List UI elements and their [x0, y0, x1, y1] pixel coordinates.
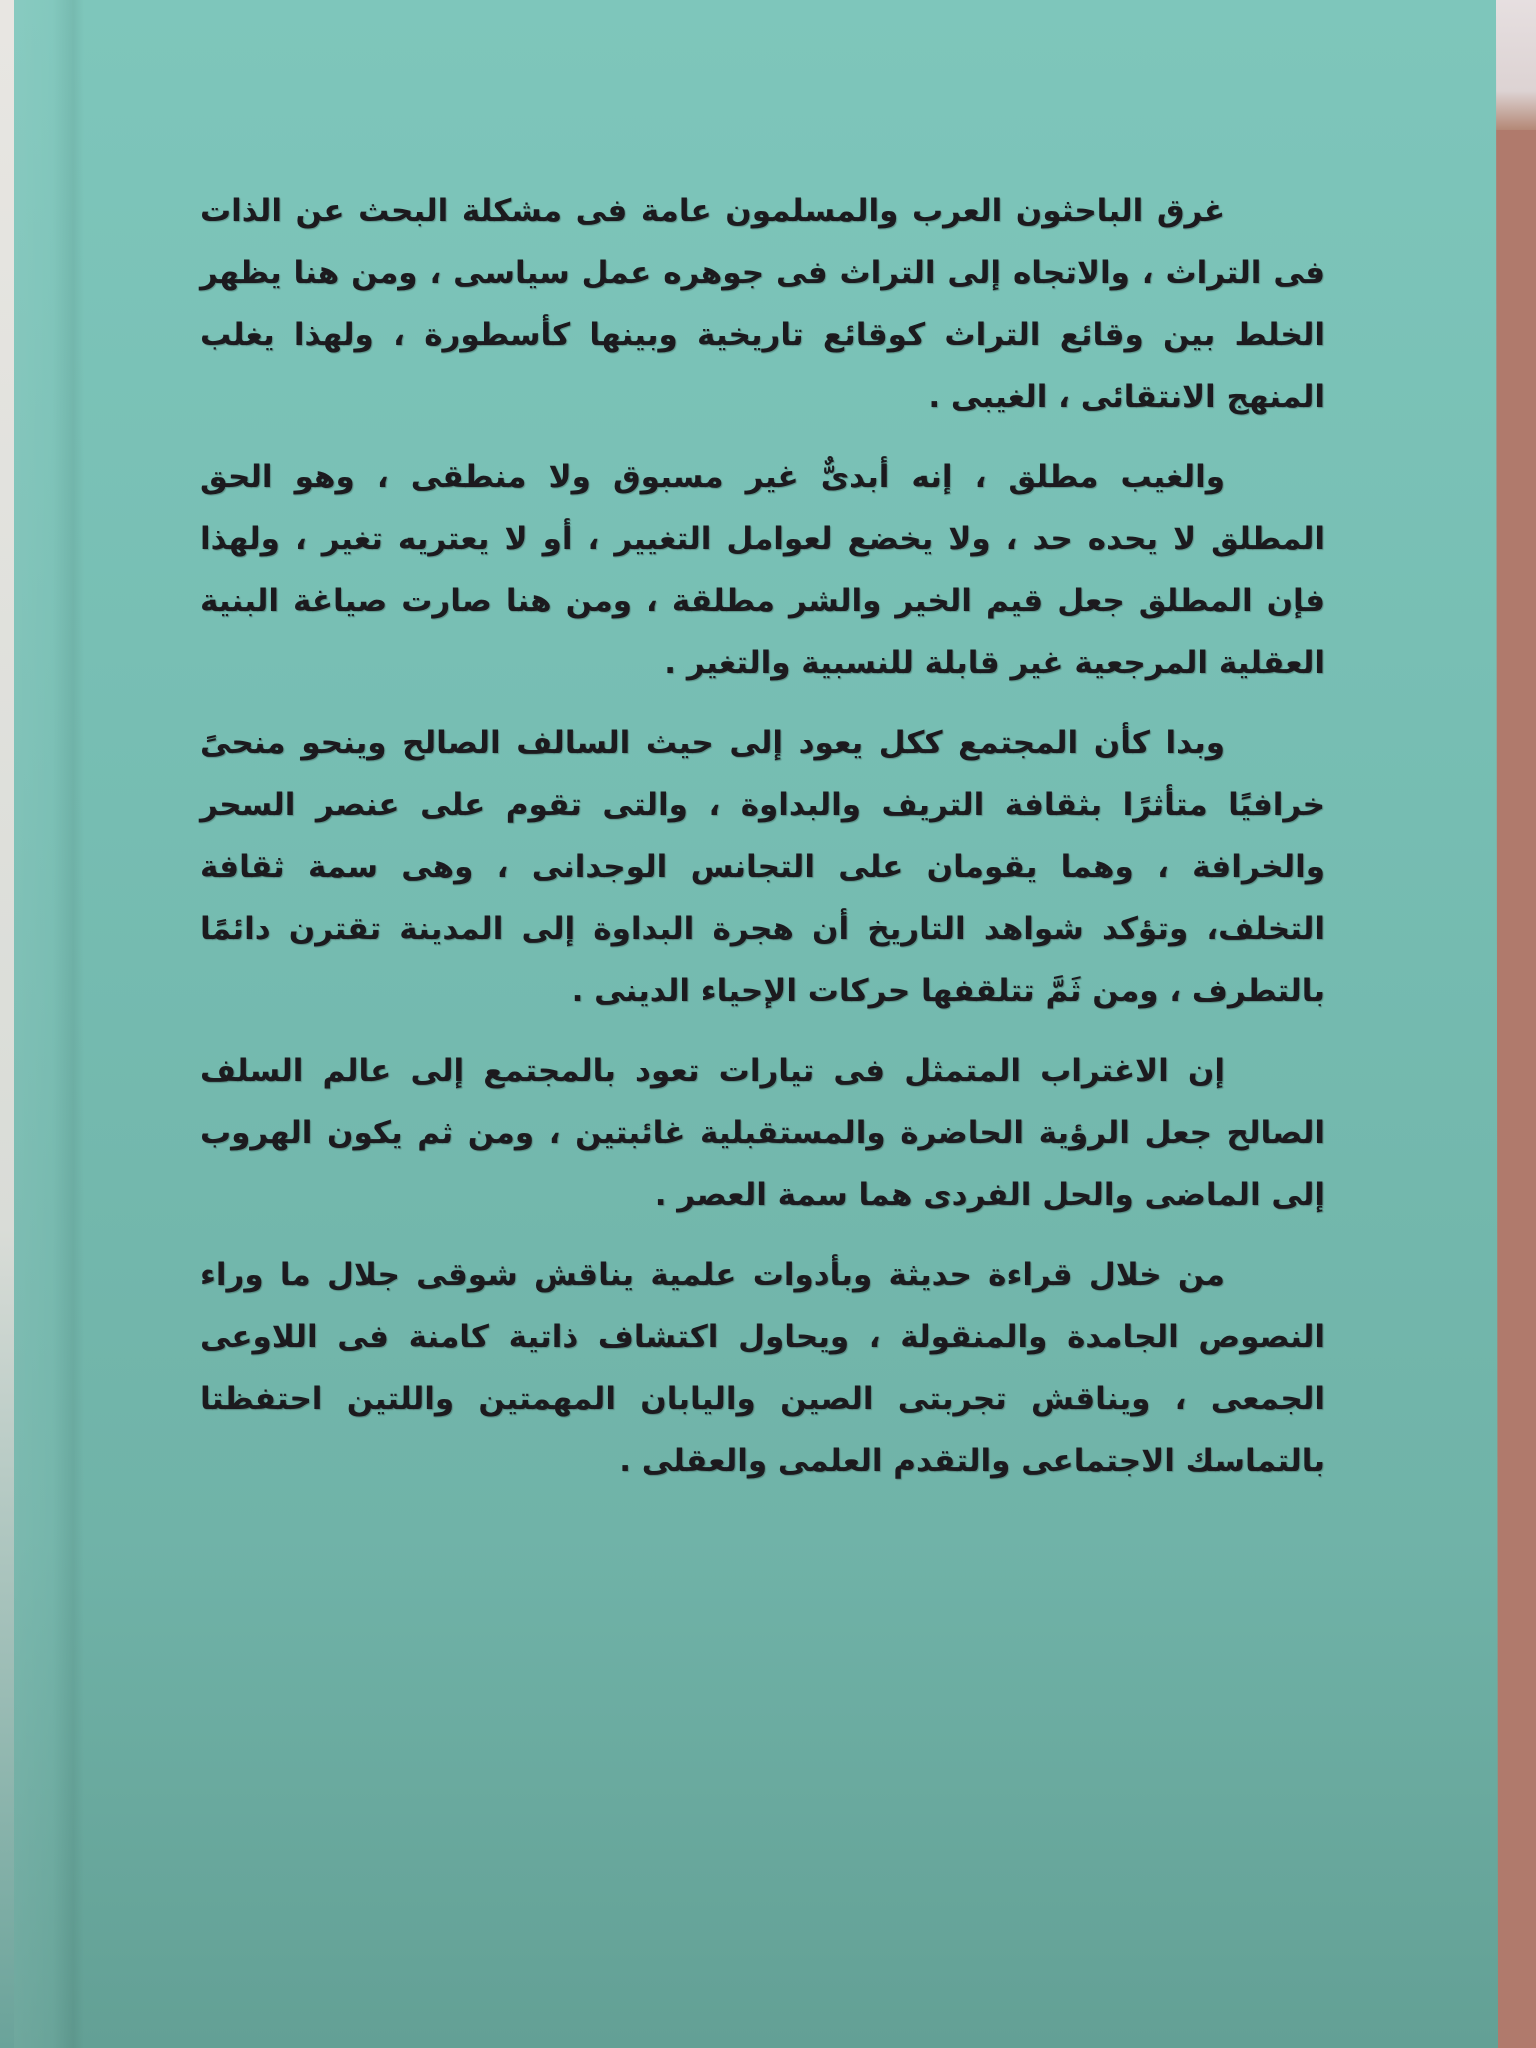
blurb-paragraph-1: غرق الباحثون العرب والمسلمون عامة فى مشكلة البحث عن الذات فى التراث ، والاتجاه إلى التراث فى جوهره عمل سياسى ، ومن هنا يظهر الخلط بين وقائع التراث كوقائع تاريخية وبينها كأسطورة ، ولهذا يغلب المنهج الانتقائى ، الغيبى .	[200, 193, 1325, 415]
spine-fold	[14, 0, 84, 2048]
blurb-paragraph-4: إن الاغتراب المتمثل فى تيارات تعود بالمجتمع إلى عالم السلف الصالح جعل الرؤية الحاضرة والمستقبلية غائبتين ، ومن ثم يكون الهروب إلى الماضى والحل الفردى هما سمة العصر .	[200, 1053, 1325, 1213]
cover-blurb	[200, 180, 1325, 1510]
blurb-paragraph-3: وبدا كأن المجتمع ككل يعود إلى حيث السالف الصالح وينحو منحىً خرافيًا متأثرًا بثقافة التريف والبداوة ، والتى تقوم على عنصر السحر والخرافة ، وهما يقومان على التجانس الوجدانى ، وهى سمة ثقافة التخلف، وتؤكد شواهد التاريخ أن هجرة البداوة إلى المدينة تقترن دائمًا بالتطرف ، ومن ثَمَّ تتلقفها حركات الإحياء الدينى .	[200, 725, 1325, 1009]
blurb-paragraph-2: والغيب مطلق ، إنه أبدىٌّ غير مسبوق ولا منطقى ، وهو الحق المطلق لا يحده حد ، ولا يخضع لعوامل التغيير ، أو لا يعتريه تغير ، ولهذا فإن المطلق جعل قيم الخير والشر مطلقة ، ومن هنا صارت صياغة البنية العقلية المرجعية غير قابلة للنسبية والتغير .	[200, 459, 1325, 681]
blurb-paragraph-5: من خلال قراءة حديثة وبأدوات علمية يناقش شوقى جلال ما وراء النصوص الجامدة والمنقولة ، ويحاول اكتشاف ذاتية كامنة فى اللاوعى الجمعى ، ويناقش تجربتى الصين واليابان المهمتين واللتين احتفظتا بالتماسك الاجتماعى والتقدم العلمى والعقلى .	[200, 1257, 1325, 1479]
